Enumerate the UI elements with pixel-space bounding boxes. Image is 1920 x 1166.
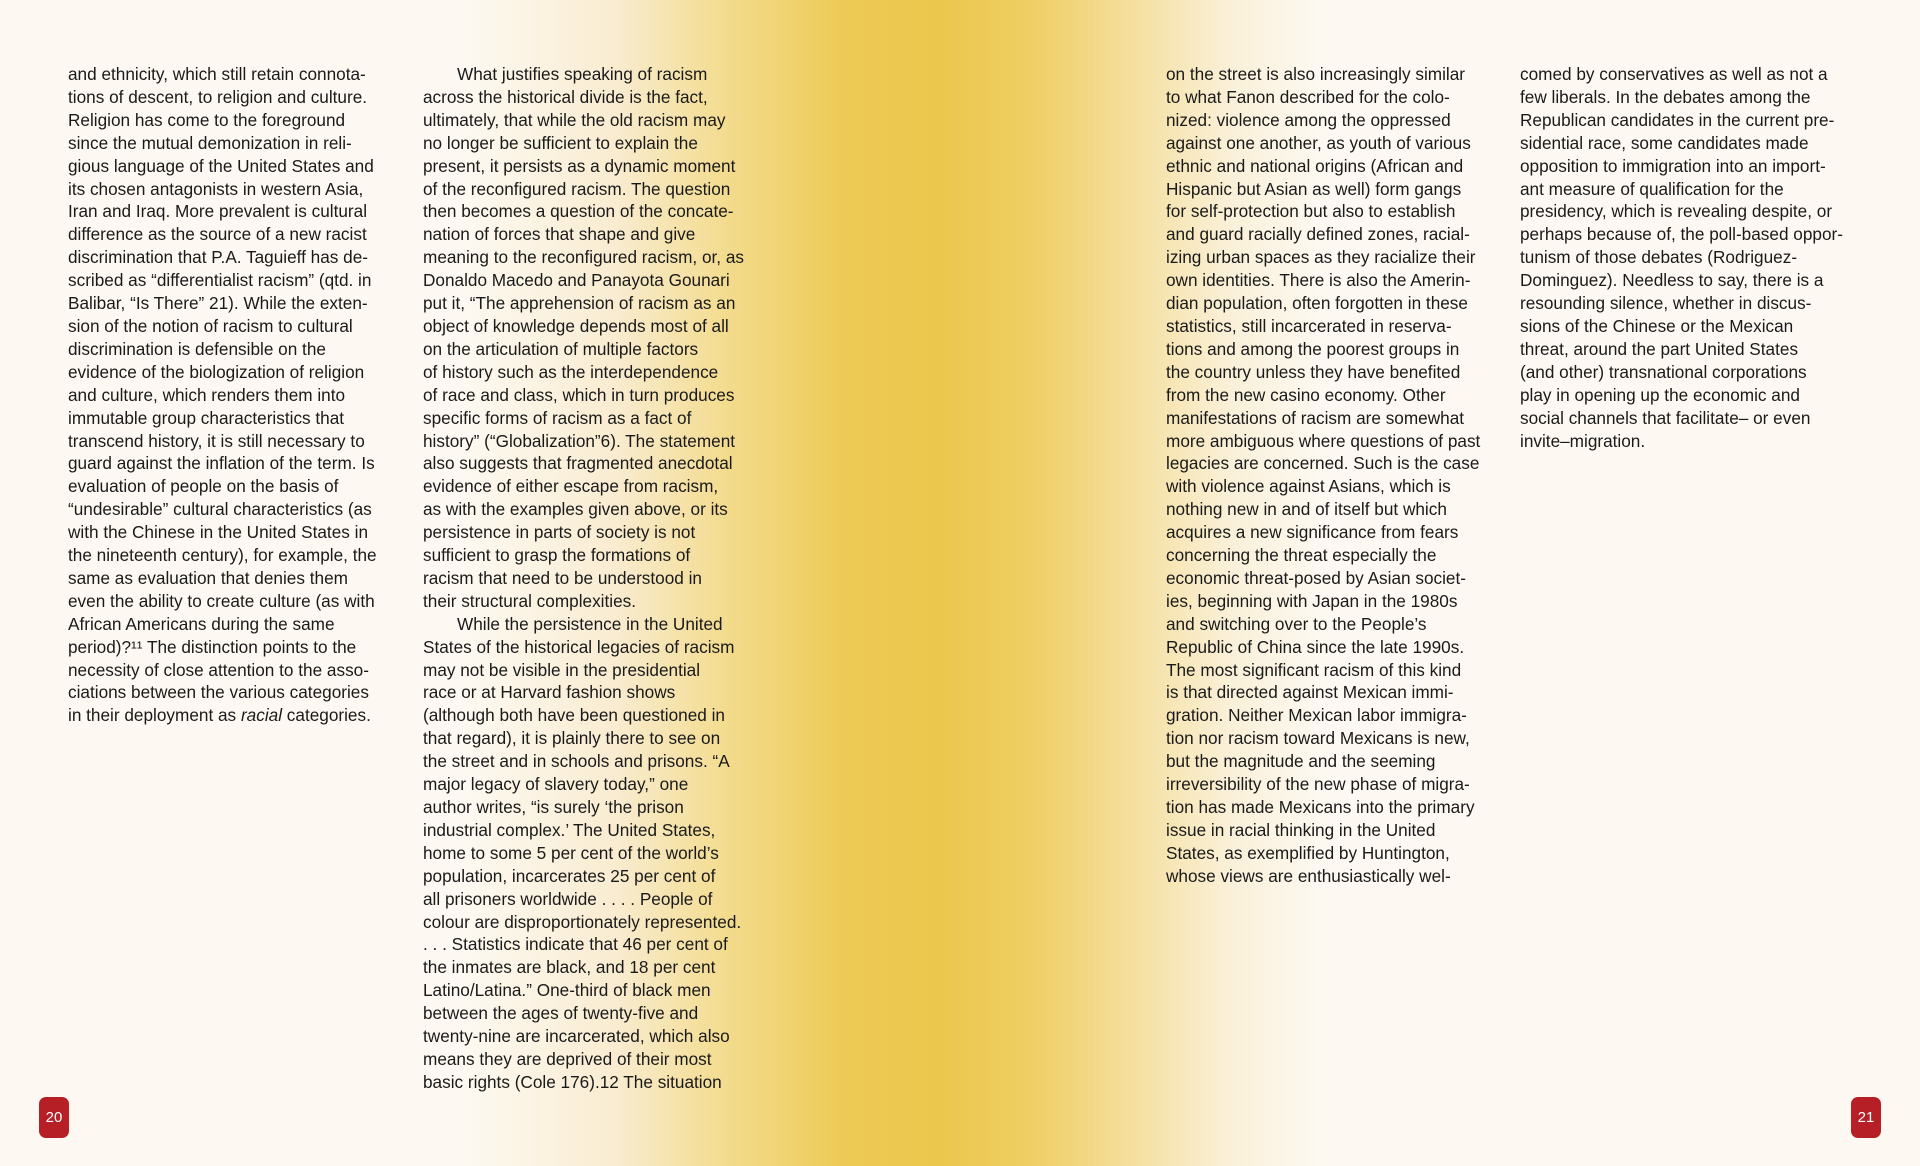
text-line: economic threat-posed by Asian societ- bbox=[1166, 567, 1466, 588]
text-line: concerning the threat especially the bbox=[1166, 545, 1437, 566]
text-line: gious language of the United States and bbox=[68, 155, 374, 176]
text-line: for self-protection but also to establish bbox=[1166, 201, 1456, 222]
text-line: threat, around the part United States bbox=[1520, 338, 1799, 359]
text-line: ciations between the various categories bbox=[68, 682, 369, 703]
text-line: in their deployment as racial categories. bbox=[68, 705, 371, 726]
text-line: sufficient to grasp the formations of bbox=[423, 545, 691, 566]
text-line: author writes, “is surely ‘the prison bbox=[423, 797, 684, 817]
text-line: legacies are concerned. Such is the case bbox=[1166, 453, 1480, 474]
text-line: meaning to the reconfigured racism, or, as bbox=[423, 247, 744, 268]
text-line: then becomes a question of the concate- bbox=[423, 201, 734, 222]
text-line: What justifies speaking of racism bbox=[457, 64, 708, 84]
text-line: difference as the source of a new racist bbox=[68, 224, 367, 245]
paragraph bbox=[423, 613, 744, 1094]
text-line: of history such as the interdependence bbox=[423, 361, 719, 382]
text-line: period)?¹¹ The distinction points to the bbox=[68, 636, 357, 657]
page-number-left: 20 bbox=[39, 1097, 69, 1138]
text-line: few liberals. In the debates among the bbox=[1520, 86, 1811, 107]
paragraph bbox=[1520, 63, 1843, 452]
text-line: evidence of the biologization of religion bbox=[68, 361, 365, 382]
text-line: tunism of those debates (Rodriguez- bbox=[1520, 247, 1798, 268]
text-line: Balibar, “Is There” 21). While the exten- bbox=[68, 293, 368, 314]
text-line: (and other) transnational corporations bbox=[1520, 361, 1807, 382]
text-line: the inmates are black, and 18 per cent bbox=[423, 957, 716, 978]
text-line: from the new casino economy. Other bbox=[1166, 384, 1446, 405]
text-line: resounding silence, whether in discus- bbox=[1520, 293, 1812, 314]
text-line: and ethnicity, which still retain connota- bbox=[68, 64, 366, 84]
text-column-1 bbox=[68, 63, 377, 727]
text-line: major legacy of slavery today,” one bbox=[423, 774, 689, 795]
text-line: dian population, often forgotten in these bbox=[1166, 293, 1468, 314]
text-line: evidence of either escape from racism, bbox=[423, 476, 719, 497]
text-line: sion of the notion of racism to cultural bbox=[68, 315, 353, 336]
text-line: invite–migration. bbox=[1520, 430, 1646, 451]
text-line: (although both have been questioned in bbox=[423, 705, 725, 726]
text-line: industrial complex.’ The United States, bbox=[423, 819, 716, 840]
paragraph bbox=[68, 63, 377, 727]
text-line: racism that need to be understood in bbox=[423, 567, 702, 588]
text-line: same as evaluation that denies them bbox=[68, 567, 348, 588]
text-line: ant measure of qualification for the bbox=[1520, 178, 1784, 199]
text-line: African Americans during the same bbox=[68, 613, 335, 634]
text-line: While the persistence in the United bbox=[457, 613, 723, 634]
text-line: the country unless they have benefited bbox=[1166, 361, 1461, 382]
text-line: no longer be sufficient to explain the bbox=[423, 132, 698, 153]
text-line: transcend history, it is still necessary to bbox=[68, 430, 365, 451]
text-line: more ambiguous where questions of past bbox=[1166, 430, 1481, 451]
text-line: with violence against Asians, which is bbox=[1166, 476, 1451, 497]
text-line: nized: violence among the oppressed bbox=[1166, 109, 1451, 130]
text-line: between the ages of twenty-five and bbox=[423, 1003, 699, 1024]
text-line: persistence in parts of society is not bbox=[423, 522, 696, 543]
text-line: of the reconfigured racism. The question bbox=[423, 178, 731, 199]
text-line: own identities. There is also the Amerin- bbox=[1166, 270, 1471, 291]
text-line: play in opening up the economic and bbox=[1520, 384, 1800, 405]
text-line: . . . Statistics indicate that 46 per cent of bbox=[423, 934, 728, 955]
text-line: Dominguez). Needless to say, there is a bbox=[1520, 270, 1824, 291]
text-line: that regard), it is plainly there to see on bbox=[423, 728, 721, 749]
text-line: immutable group characteristics that bbox=[68, 407, 345, 428]
text-line: specific forms of racism as a fact of bbox=[423, 407, 692, 428]
text-line: tions of descent, to religion and culture. bbox=[68, 86, 368, 107]
text-line: social channels that facilitate– or even bbox=[1520, 407, 1811, 428]
text-line: ethnic and national origins (African and bbox=[1166, 155, 1464, 176]
text-line: sions of the Chinese or the Mexican bbox=[1520, 315, 1794, 336]
text-line: whose views are enthusiastically wel- bbox=[1166, 865, 1451, 886]
text-line: since the mutual demonization in reli- bbox=[68, 132, 352, 153]
text-line: Republican candidates in the current pre- bbox=[1520, 109, 1835, 130]
text-column-2 bbox=[423, 63, 744, 1094]
text-line: scribed as “differentialist racism” (qtd. in bbox=[68, 270, 372, 291]
text-line: Republic of China since the late 1990s. bbox=[1166, 636, 1465, 657]
text-line: present, it persists as a dynamic moment bbox=[423, 155, 736, 176]
text-line: States, as exemplified by Huntington, bbox=[1166, 842, 1450, 863]
text-line: Latino/Latina.” One-third of black men bbox=[423, 980, 711, 1001]
text-line: “undesirable” cultural characteristics (as bbox=[68, 499, 372, 520]
text-line: put it, “The apprehension of racism as an bbox=[423, 293, 736, 314]
text-line: even the ability to create culture (as with bbox=[68, 590, 375, 611]
text-line: of race and class, which in turn produces bbox=[423, 384, 735, 405]
text-line: necessity of close attention to the asso- bbox=[68, 659, 369, 680]
text-line: as with the examples given above, or its bbox=[423, 499, 728, 520]
text-column-4 bbox=[1520, 63, 1843, 452]
text-line: colour are disproportionately represented. bbox=[423, 911, 742, 932]
text-line: but the magnitude and the seeming bbox=[1166, 751, 1436, 772]
text-line: the street and in schools and prisons. “A bbox=[423, 751, 730, 772]
text-line: to what Fanon described for the colo- bbox=[1166, 86, 1450, 107]
text-line: race or at Harvard fashion shows bbox=[423, 682, 676, 703]
text-line: evaluation of people on the basis of bbox=[68, 476, 339, 497]
text-line: irreversibility of the new phase of migra- bbox=[1166, 774, 1470, 795]
text-line: tions and among the poorest groups in bbox=[1166, 338, 1460, 359]
text-line: ultimately, that while the old racism may bbox=[423, 109, 726, 130]
text-line: across the historical divide is the fact, bbox=[423, 86, 708, 107]
page-number-right: 21 bbox=[1851, 1097, 1881, 1138]
paragraph bbox=[423, 63, 744, 613]
paragraph bbox=[1166, 63, 1480, 888]
text-line: perhaps because of, the poll-based oppor- bbox=[1520, 224, 1843, 245]
text-line: on the articulation of multiple factors bbox=[423, 338, 699, 359]
text-line: with the Chinese in the United States in bbox=[68, 522, 369, 543]
text-line: manifestations of racism are somewhat bbox=[1166, 407, 1465, 428]
text-line: home to some 5 per cent of the world’s bbox=[423, 842, 719, 863]
text-line: The most significant racism of this kind bbox=[1166, 659, 1462, 680]
text-line: on the street is also increasingly similar bbox=[1166, 64, 1465, 84]
text-line: its chosen antagonists in western Asia, bbox=[68, 178, 364, 199]
text-line: sidential race, some candidates made bbox=[1520, 132, 1809, 153]
text-line: Iran and Iraq. More prevalent is cultural bbox=[68, 201, 368, 222]
text-line: may not be visible in the presidential bbox=[423, 659, 701, 680]
text-line: tion nor racism toward Mexicans is new, bbox=[1166, 728, 1470, 749]
text-line: guard against the inflation of the term. Is bbox=[68, 453, 375, 474]
text-line: is that directed against Mexican immi- bbox=[1166, 682, 1454, 703]
text-line: and culture, which renders them into bbox=[68, 384, 346, 405]
text-line: also suggests that fragmented anecdotal bbox=[423, 453, 733, 474]
text-line: against one another, as youth of various bbox=[1166, 132, 1471, 153]
text-line: gration. Neither Mexican labor immigra- bbox=[1166, 705, 1467, 726]
text-line: Donaldo Macedo and Panayota Gounari bbox=[423, 270, 730, 291]
text-line: izing urban spaces as they racialize their bbox=[1166, 247, 1476, 268]
text-line: and switching over to the People’s bbox=[1166, 613, 1427, 634]
text-line: their structural complexities. bbox=[423, 590, 637, 611]
text-line: discrimination that P.A. Taguieff has de- bbox=[68, 247, 369, 268]
text-line: comed by conservatives as well as not a bbox=[1520, 64, 1828, 84]
text-line: twenty-nine are incarcerated, which also bbox=[423, 1026, 730, 1047]
text-line: statistics, still incarcerated in reserva- bbox=[1166, 315, 1452, 336]
text-line: population, incarcerates 25 per cent of bbox=[423, 865, 716, 886]
text-line: presidency, which is revealing despite, or bbox=[1520, 201, 1833, 222]
text-line: Hispanic but Asian as well) form gangs bbox=[1166, 178, 1462, 199]
text-line: nation of forces that shape and give bbox=[423, 224, 696, 245]
text-line: ies, beginning with Japan in the 1980s bbox=[1166, 590, 1458, 611]
text-line: basic rights (Cole 176).12 The situation bbox=[423, 1071, 722, 1092]
text-line: discrimination is defensible on the bbox=[68, 338, 326, 359]
text-line: Religion has come to the foreground bbox=[68, 109, 346, 130]
text-line: all prisoners worldwide . . . . People of bbox=[423, 888, 713, 909]
text-line: States of the historical legacies of racism bbox=[423, 636, 735, 657]
text-line: object of knowledge depends most of all bbox=[423, 315, 729, 336]
text-line: tion has made Mexicans into the primary bbox=[1166, 797, 1475, 817]
text-line: opposition to immigration into an import- bbox=[1520, 155, 1826, 176]
text-line: history” (“Globalization”6). The statement bbox=[423, 430, 736, 451]
text-line: issue in racial thinking in the United bbox=[1166, 819, 1436, 840]
text-line: acquires a new significance from fears bbox=[1166, 522, 1459, 543]
text-column-3 bbox=[1166, 63, 1480, 888]
text-line: means they are deprived of their most bbox=[423, 1048, 712, 1069]
text-line: and guard racially defined zones, racial- bbox=[1166, 224, 1470, 245]
text-line: nothing new in and of itself but which bbox=[1166, 499, 1447, 520]
text-line: the nineteenth century), for example, the bbox=[68, 545, 377, 566]
